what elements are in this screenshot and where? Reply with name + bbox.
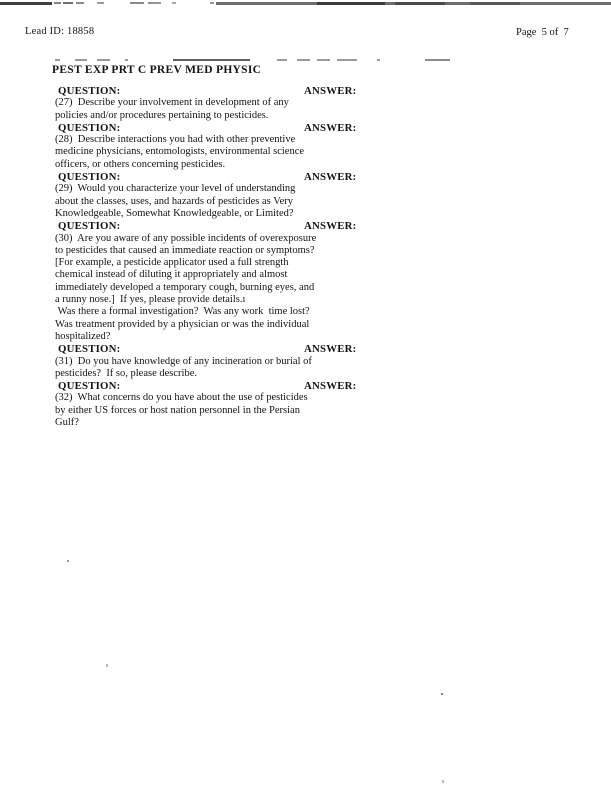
question-text-27: (27) Describe your involvement in development of any policies and/or procedures pertaining to pesticides. xyxy=(55,97,292,121)
question-label: QUESTION: xyxy=(58,85,121,97)
question-followup-30: Was there a formal investigation? Was any work time lost? Was treatment provided by a physician or was the individual hospitalized? xyxy=(55,306,315,342)
qa-block-31 xyxy=(55,343,475,380)
answer-label: ANSWER: xyxy=(304,85,357,97)
question-label: QUESTION: xyxy=(58,343,121,356)
answer-label: ANSWER: xyxy=(304,121,357,134)
question-label: QUESTION: xyxy=(58,220,121,233)
section-title: PEST EXP PRT C PREV MED PHYSIC xyxy=(52,64,262,76)
question-text-32: (32) What concerns do you have about the use of pesticides by either US forces or host nation personnel in the Persian Gulf? xyxy=(55,392,311,429)
question-text-31: (31) Do you have knowledge of any incineration or burial of pesticides? If so, please describe. xyxy=(55,355,315,379)
question-label: QUESTION: xyxy=(58,121,121,134)
qa-block-28 xyxy=(55,122,475,171)
qa-block-27 xyxy=(55,85,475,122)
scan-speck-artifact xyxy=(106,664,108,667)
lead-id-label: Lead ID: 18858 xyxy=(25,26,95,37)
scan-speck-artifact xyxy=(67,560,69,562)
question-text-30: (30) Are you aware of any possible incidents of overexposure to pesticides that caused an immediate reaction or symptoms? [For example, a pesticide applicator used a full strength chemical instead of diluting it appropriately and almost immediately developed a temporary cough, burning eyes, and a runny nose.] If yes, please provide details.ı xyxy=(55,232,320,306)
question-label: QUESTION: xyxy=(58,171,121,184)
answer-label: ANSWER: xyxy=(304,171,357,184)
answer-label: ANSWER: xyxy=(304,220,357,233)
scan-speck-artifact xyxy=(442,780,444,783)
question-label: QUESTION: xyxy=(58,380,121,393)
qa-block-32 xyxy=(55,380,475,429)
scan-dashed-line-artifact xyxy=(55,59,555,62)
answer-label: ANSWER: xyxy=(304,343,357,356)
qa-list xyxy=(55,85,475,429)
qa-block-29 xyxy=(55,171,475,220)
answer-label: ANSWER: xyxy=(304,380,357,393)
page-number-label: Page 5 of 7 xyxy=(516,27,569,38)
qa-block-30 xyxy=(55,220,475,343)
question-text-29: (29) Would you characterize your level of understanding about the classes, uses, and hazards of pesticides as Very Knowledgeable, Somewhat Knowledgeable, or Limited? xyxy=(55,183,299,219)
scan-speck-artifact xyxy=(441,693,443,695)
question-text-28: (28) Describe interactions you had with other preventive medicine physicians, entomologists, environmental science officers, or others concerning pesticides. xyxy=(55,134,307,170)
